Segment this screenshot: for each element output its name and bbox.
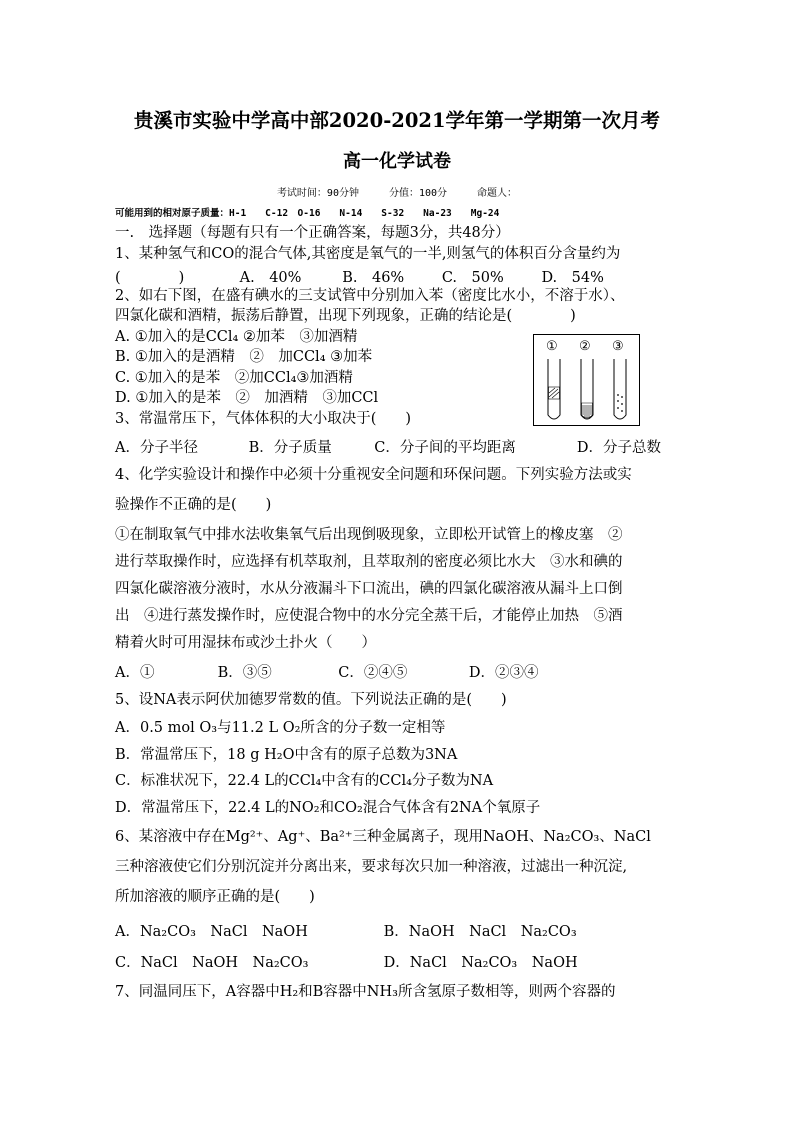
atomic-masses: 可能用到的相对原子质量：H-1 C-12 O-16 N-14 S-32 Na-23 Mg-24 [115,208,500,219]
q5-option-c: C．标准状况下，22.4 L的CCl₄中含有的CCl₄分子数为NA [115,773,494,789]
exam-subtitle: 高一化学试卷 [343,151,451,172]
q6-stem-2: 三种溶液使它们分别沉淀并分离出来，要求每次只加一种溶液，过滤出一种沉淀, [115,859,628,875]
q6-options-row-2 [115,951,578,972]
q2-stem-1: 2、如右下图，在盛有碘水的三支试管中分别加入苯（密度比水小，不溶于水）、 [115,288,625,304]
q1-stem: 1、某种氢气和CO的混合气体,其密度是氧气的一半,则氢气的体积百分含量约为 [115,246,621,262]
q4-stem-2: 验操作不正确的是( ) [115,497,272,513]
test-tubes-drawing [534,335,639,425]
q2-option-a: A. ①加入的是CCl₄ ②加苯 ③加酒精 [115,329,358,345]
q6-option-b: B．NaOH NaCl Na₂CO₃ [383,924,577,940]
test-tubes-figure [533,334,640,426]
q1-option-a: A. 40% [239,270,302,286]
q1-options [115,266,604,287]
q2-option-d: D. ①加入的是苯 ② 加酒精 ③加CCl [115,390,379,406]
q6-stem-1: 6、某溶液中存在Mg²⁺、Ag⁺、Ba²⁺三种金属离子，现用NaOH、Na₂CO₃、NaCl [115,829,651,845]
q3-option-a: A．分子半径 [115,440,198,456]
q4-stem-1: 4、化学实验设计和操作中必须十分重视安全问题和环保问题。下列实验方法或实 [115,467,632,483]
q4-option-b: B．③⑤ [217,665,272,681]
exam-info: 考试时间：90分钟 分值：100分 命题人： [276,188,518,199]
q5-stem: 5、设NA表示阿伏加德罗常数的值。下列说法正确的是( ) [115,692,507,708]
q6-option-d: D．NaCl Na₂CO₃ NaOH [383,955,578,971]
tube-label-1: ① [546,339,558,354]
q4-option-c: C．②④⑤ [338,665,408,681]
q4-body-5: 精着火时可用湿抹布或沙土扑火（ ） [115,635,376,651]
q2-option-c: C. ①加入的是苯 ②加CCl₄③加酒精 [115,370,353,386]
q1-blank: ( ) [115,270,185,286]
q3-option-c: C．分子间的平均距离 [374,440,516,456]
tube-label-2: ② [579,339,591,354]
section-heading: 一. 选择题（每题有只有一个正确答案，每题3分，共48分） [115,225,510,241]
q3-options [115,436,661,457]
q6-options-row-1 [115,920,577,941]
q5-option-b: B．常温常压下，18 g H₂O中含有的原子总数为3NA [115,747,458,763]
q4-body-4: 出 ④进行蒸发操作时，应使混合物中的水分完全蒸干后，才能停止加热 ⑤酒 [115,608,623,624]
q1-option-c: C. 50% [441,270,504,286]
q1-option-b: B. 46% [342,270,405,286]
test-tube-3 [614,359,626,419]
q6-stem-3: 所加溶液的顺序正确的是( ) [115,889,315,905]
q4-body-3: 四氯化碳溶液分液时，水从分液漏斗下口流出，碘的四氯化碳溶液从漏斗上口倒 [115,581,623,597]
q4-body-1: ①在制取氧气中排水法收集氧气后出现倒吸现象，立即松开试管上的橡皮塞 ② [115,527,623,543]
q5-option-d: D．常温常压下，22.4 L的NO₂和CO₂混合气体含有2NA个氧原子 [115,800,541,816]
tube-label-3: ③ [612,339,624,354]
q2-option-b: B. ①加入的是酒精 ② 加CCl₄ ③加苯 [115,349,373,365]
q4-body-2: 进行萃取操作时，应选择有机萃取剂，且萃取剂的密度必须比水大 ③水和碘的 [115,554,623,570]
exam-title: 贵溪市实验中学高中部2020-2021学年第一学期第一次月考 [133,109,661,132]
q5-option-a: A．0.5 mol O₃与11.2 L O₂所含的分子数一定相等 [115,720,446,736]
q3-option-d: D．分子总数 [576,440,661,456]
q3-option-b: B．分子质量 [248,440,332,456]
q1-option-d: D. 54% [541,270,604,286]
q6-option-a: A．Na₂CO₃ NaCl NaOH [115,924,308,940]
q4-option-a: A．① [115,665,155,681]
q7-stem: 7、同温同压下，A容器中H₂和B容器中NH₃所含氢原子数相等，则两个容器的 [115,984,616,1000]
q6-option-c: C．NaCl NaOH Na₂CO₃ [115,955,309,971]
q3-stem: 3、常温常压下，气体体积的大小取决于( ) [115,411,412,427]
q2-stem-2: 四氯化碳和酒精，振荡后静置，出现下列现象，正确的结论是( ) [115,308,576,324]
q4-option-d: D．②③④ [468,665,539,681]
q4-options [115,661,538,682]
